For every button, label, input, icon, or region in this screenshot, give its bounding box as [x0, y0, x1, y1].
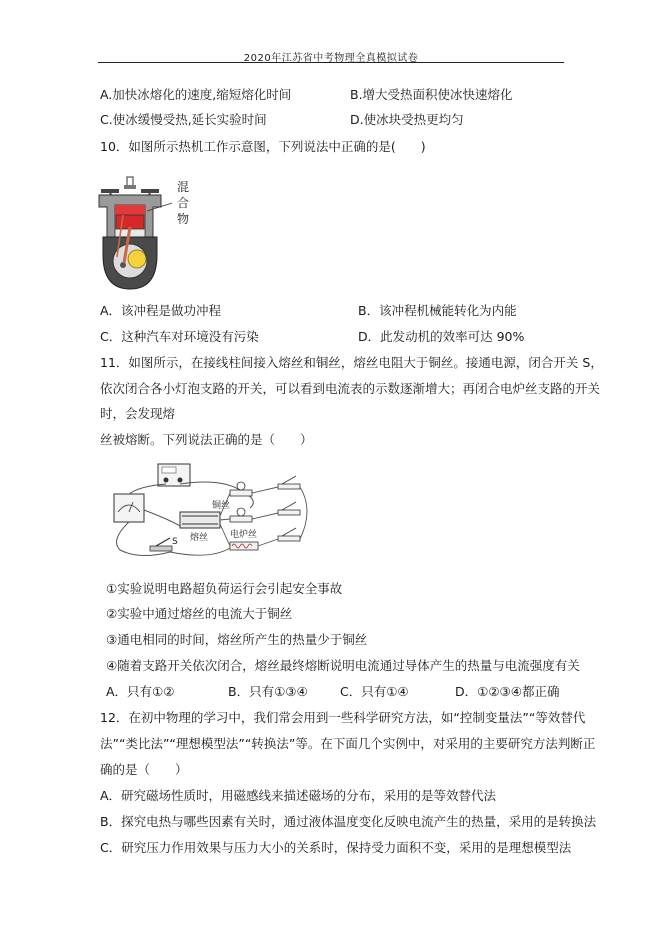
q12-option-a: A．研究磁场性质时，用磁感线来描述磁场的分布，采用的是等效替代法 — [100, 788, 497, 803]
fig-label-char-2: 合 — [177, 196, 190, 210]
q10-option-c: C．这种汽车对环境没有污染 — [100, 329, 259, 344]
copper-wire-label: 铜丝 — [212, 501, 231, 511]
q11-statement-3: ③通电相同的时间，熔丝所产生的热量少于铜丝 — [106, 632, 368, 647]
q10-option-b: B．该冲程机械能转化为内能 — [358, 303, 517, 318]
q11-stem-line-3: 时，会发现熔 — [100, 406, 176, 421]
q11-statement-1: ①实验说明电路超负荷运行会引起安全事故 — [106, 581, 343, 596]
q12-option-c: C．研究压力作用效果与压力大小的关系时，保持受力面积不变，采用的是理想模型法 — [100, 840, 572, 855]
q11-stem-line-4: 丝被熔断。下列说法正确的是（ ） — [100, 432, 313, 447]
q11-stem-line-2: 依次闭合各小灯泡支路的开关，可以看到电流表的示数逐渐增大；再闭合电炉丝支路的开关 — [100, 381, 601, 396]
header-rule — [98, 62, 564, 63]
q10-stem: 10．如图所示热机工作示意图，下列说法中正确的是( ) — [100, 139, 426, 154]
heater-coil-label: 电炉丝 — [230, 530, 258, 540]
switch-s-label: S — [172, 537, 178, 547]
q9-option-c: C.使冰缓慢受热,延长实验时间 — [100, 112, 267, 127]
q12-stem-line-2: 法”“类比法”“理想模型法”“转换法”等。在下面几个实例中，对采用的主要研究方法判断正 — [100, 736, 596, 751]
q11-option-a: A．只有①② — [106, 684, 175, 699]
q12-stem-line-3: 确的是（ ） — [100, 762, 188, 777]
q10-option-a: A．该冲程是做功冲程 — [100, 303, 222, 318]
page-header: 2020年江苏省中考物理全真模拟试卷 — [243, 53, 419, 64]
q11-option-d: D．①②③④都正确 — [455, 684, 560, 699]
q9-option-d: D.使冰块受热更均匀 — [350, 112, 464, 127]
q11-statement-2: ②实验中通过熔丝的电流大于铜丝 — [106, 606, 293, 621]
q11-statement-4: ④随着支路开关依次闭合，熔丝最终熔断说明电流通过导体产生的热量与电流强度有关 — [106, 658, 580, 673]
fuse-label: 熔丝 — [190, 533, 209, 543]
q11-stem-line-1: 11．如图所示，在接线柱间接入熔丝和铜丝，熔丝电阻大于铜丝。接通电源，闭合开关 S， — [100, 355, 603, 370]
engine-diagram — [97, 175, 203, 291]
q12-option-b: B．探究电热与哪些因素有关时，通过液体温度变化反映电流产生的热量，采用的是转换法 — [100, 814, 597, 829]
fig-label-char-3: 物 — [177, 212, 190, 226]
fig-label-char-1: 混 — [177, 180, 190, 194]
q11-option-b: B．只有①③④ — [228, 684, 308, 699]
q9-option-a: A.加快冰熔化的速度,缩短熔化时间 — [100, 87, 292, 102]
circuit-diagram — [100, 460, 322, 565]
q10-option-d: D．此发动机的效率可达 90% — [358, 329, 525, 344]
q9-option-b: B.增大受热面积使冰快速熔化 — [350, 87, 513, 102]
q12-stem-line-1: 12．在初中物理的学习中，我们常会用到一些科学研究方法，如“控制变量法”“等效替代 — [100, 710, 586, 725]
q11-option-c: C．只有①④ — [340, 684, 409, 699]
